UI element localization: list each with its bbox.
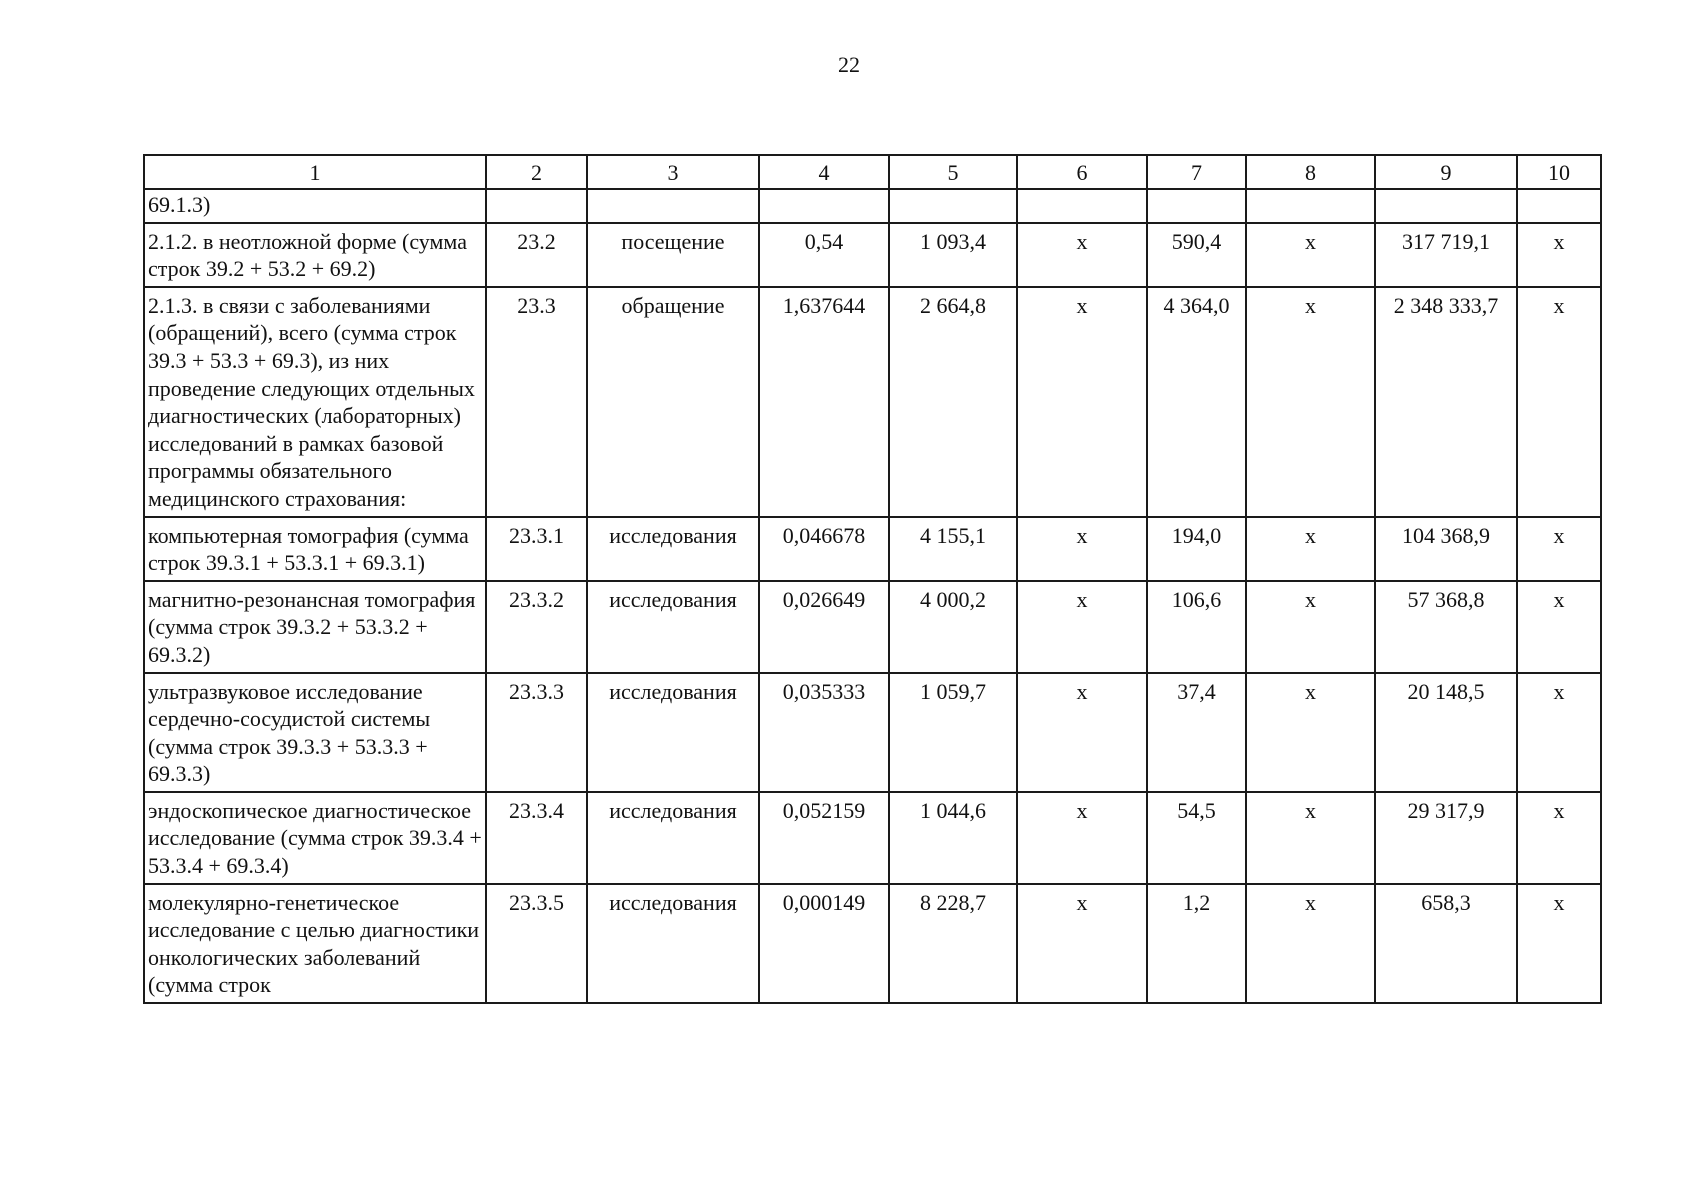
cell-unit [587,189,759,223]
continuation-row [144,189,1601,223]
table-row [144,884,1601,1003]
cell-col6: х [1017,223,1147,287]
cell-unit: исследования [587,581,759,673]
cell-col10: х [1517,223,1601,287]
cell-unit: исследования [587,673,759,792]
cell-col4: 0,026649 [759,581,889,673]
row-label: 2.1.3. в связи с заболеваниями (обращений), всего (сумма строк 39.3 + 53.3 + 69.3), из них проведение следующих отдельных диагностических (лабораторных) исследований в рамках базовой программы обязательного медицинского страхования: [144,287,486,517]
cell-col5: 2 664,8 [889,287,1017,517]
cell-line-number: 23.3.3 [486,673,587,792]
column-number-row [144,155,1601,189]
cell-col10: х [1517,884,1601,1003]
cell-line-number: 23.2 [486,223,587,287]
column-number: 4 [759,155,889,189]
cell-col4: 0,046678 [759,517,889,581]
cell-col10: х [1517,673,1601,792]
cell-col5: 1 059,7 [889,673,1017,792]
cell-line-number: 23.3.2 [486,581,587,673]
cell-col9: 658,3 [1375,884,1517,1003]
cell-col6: х [1017,884,1147,1003]
cell-col7: 37,4 [1147,673,1246,792]
cell-col8: х [1246,287,1375,517]
cell-col4 [759,189,889,223]
cell-col9 [1375,189,1517,223]
column-number: 1 [144,155,486,189]
table-row [144,581,1601,673]
cell-col4: 0,000149 [759,884,889,1003]
column-number: 2 [486,155,587,189]
cell-unit: исследования [587,517,759,581]
cell-col4: 0,54 [759,223,889,287]
column-number: 3 [587,155,759,189]
cell-col9: 2 348 333,7 [1375,287,1517,517]
column-number: 5 [889,155,1017,189]
cell-col5: 1 093,4 [889,223,1017,287]
table-row [144,673,1601,792]
cell-col8: х [1246,792,1375,884]
cell-col5: 4 155,1 [889,517,1017,581]
cell-col8: х [1246,517,1375,581]
table-row [144,287,1601,517]
cell-col10: х [1517,517,1601,581]
cell-unit: посещение [587,223,759,287]
cell-col5: 8 228,7 [889,884,1017,1003]
row-label: компьютерная томография (сумма строк 39.3.1 + 53.3.1 + 69.3.1) [144,517,486,581]
cell-col7: 1,2 [1147,884,1246,1003]
cell-col7: 54,5 [1147,792,1246,884]
cell-col10 [1517,189,1601,223]
row-label: эндоскопическое диагностическое исследование (сумма строк 39.3.4 + 53.3.4 + 69.3.4) [144,792,486,884]
cell-col9: 57 368,8 [1375,581,1517,673]
cell-col7: 106,6 [1147,581,1246,673]
cell-line-number: 23.3 [486,287,587,517]
cell-col5 [889,189,1017,223]
cell-col9: 29 317,9 [1375,792,1517,884]
cell-col7: 4 364,0 [1147,287,1246,517]
page-number: 22 [838,52,860,77]
cell-line-number: 23.3.4 [486,792,587,884]
row-label: 2.1.2. в неотложной форме (сумма строк 39.2 + 53.2 + 69.2) [144,223,486,287]
row-label: ультразвуковое исследование сердечно-сосудистой системы (сумма строк 39.3.3 + 53.3.3 + 69.3.3) [144,673,486,792]
cell-col10: х [1517,581,1601,673]
column-number: 10 [1517,155,1601,189]
cell-col7 [1147,189,1246,223]
cell-col6: х [1017,673,1147,792]
row-label: 69.1.3) [144,189,486,223]
cell-col6: х [1017,517,1147,581]
column-number: 9 [1375,155,1517,189]
cell-col8: х [1246,673,1375,792]
column-number: 7 [1147,155,1246,189]
cell-col6 [1017,189,1147,223]
cell-unit: обращение [587,287,759,517]
cell-col6: х [1017,792,1147,884]
cell-col5: 4 000,2 [889,581,1017,673]
cell-col4: 1,637644 [759,287,889,517]
row-label: магнитно-резонансная томография (сумма строк 39.3.2 + 53.3.2 + 69.3.2) [144,581,486,673]
cell-col6: х [1017,581,1147,673]
row-label: молекулярно-генетическое исследование с целью диагностики онкологических заболеваний (сумма строк [144,884,486,1003]
cell-col8: х [1246,581,1375,673]
cell-col5: 1 044,6 [889,792,1017,884]
cell-col6: х [1017,287,1147,517]
table-row [144,792,1601,884]
cell-col4: 0,035333 [759,673,889,792]
cell-line-number: 23.3.1 [486,517,587,581]
data-table [143,154,1602,1004]
column-number: 8 [1246,155,1375,189]
cell-col4: 0,052159 [759,792,889,884]
table-row [144,517,1601,581]
cell-line-number: 23.3.5 [486,884,587,1003]
cell-col7: 194,0 [1147,517,1246,581]
cell-col9: 317 719,1 [1375,223,1517,287]
cell-col10: х [1517,792,1601,884]
cell-col8: х [1246,223,1375,287]
cell-col10: х [1517,287,1601,517]
column-number: 6 [1017,155,1147,189]
cell-col8 [1246,189,1375,223]
cell-line-number [486,189,587,223]
cell-col9: 104 368,9 [1375,517,1517,581]
cell-unit: исследования [587,884,759,1003]
cell-col9: 20 148,5 [1375,673,1517,792]
table-row [144,223,1601,287]
cell-col7: 590,4 [1147,223,1246,287]
cell-col8: х [1246,884,1375,1003]
cell-unit: исследования [587,792,759,884]
